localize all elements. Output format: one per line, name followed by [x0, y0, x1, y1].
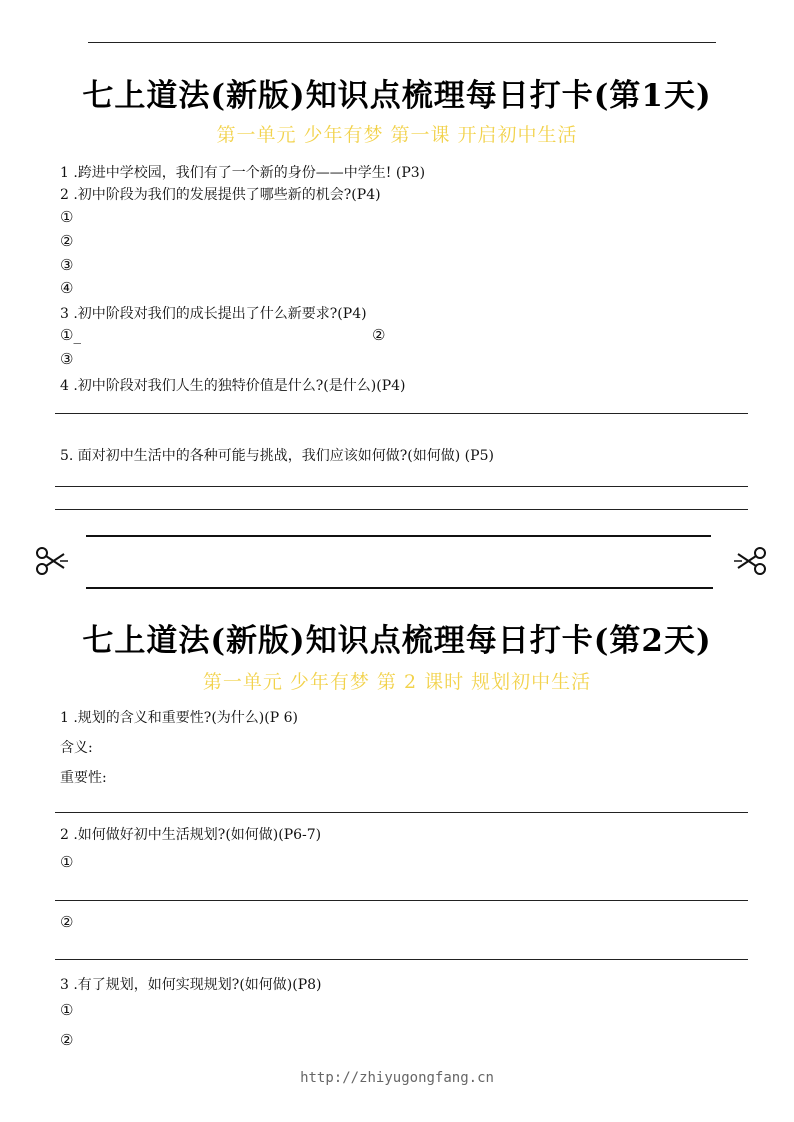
footer-url[interactable]: http://zhiyugongfang.cn [300, 1070, 494, 1086]
day1-q2-item-1: ① [60, 208, 74, 226]
day1-q3-item-1: ①_ [60, 326, 81, 344]
cut-line-top [86, 535, 711, 537]
scissors-icon [34, 544, 68, 578]
cut-line-bottom [86, 587, 713, 589]
day2-meaning-label: 含义: [60, 740, 93, 756]
day1-title: 七上道法(新版)知识点梳理每日打卡(第1天) [82, 78, 712, 114]
day2-question-2: 2 .如何做好初中生活规划?(如何做)(P6-7) [60, 827, 322, 843]
day2-answer-line [55, 812, 748, 813]
day2-q2-item-2: ② [60, 913, 74, 931]
day2-question-1: 1 .规划的含义和重要性?(为什么)(P 6) [60, 710, 298, 726]
day2-q3-item-1: ① [60, 1001, 74, 1019]
day1-answer-line [55, 413, 748, 414]
day1-subtitle: 第一单元 少年有梦 第一课 开启初中生活 [216, 124, 578, 146]
day1-answer-line [55, 486, 748, 487]
day2-importance-label: 重要性: [60, 770, 107, 786]
day2-q3-item-2: ② [60, 1031, 74, 1049]
day1-q2-item-2: ② [60, 232, 74, 250]
day1-question-5: 5. 面对初中生活中的各种可能与挑战，我们应该如何做?(如何做) (P5) [60, 448, 494, 464]
day1-question-3: 3 .初中阶段对我们的成长提出了什么新要求?(P4) [60, 306, 367, 322]
scissors-icon [734, 544, 768, 578]
day2-q2-item-1: ① [60, 853, 74, 871]
day1-question-1: 1 .跨进中学校园，我们有了一个新的身份——中学生! (P3) [60, 165, 426, 181]
day2-answer-line [55, 959, 748, 960]
day2-title: 七上道法(新版)知识点梳理每日打卡(第2天) [82, 623, 712, 659]
day1-answer-line [55, 509, 748, 510]
day1-question-4: 4 .初中阶段对我们人生的独特价值是什么?(是什么)(P4) [60, 378, 406, 394]
day1-q3-item-3: ③ [60, 350, 74, 368]
day2-answer-line [55, 900, 748, 901]
day1-q3-item-2: ② [372, 326, 386, 344]
day2-subtitle: 第一单元 少年有梦 第 2 课时 规划初中生活 [202, 671, 592, 693]
day1-question-2: 2 .初中阶段为我们的发展提供了哪些新的机会?(P4) [60, 187, 381, 203]
day1-q2-item-3: ③ [60, 256, 74, 274]
top-rule [88, 42, 716, 43]
day1-q2-item-4: ④ [60, 279, 74, 297]
day2-question-3: 3 .有了规划，如何实现规划?(如何做)(P8) [60, 977, 322, 993]
